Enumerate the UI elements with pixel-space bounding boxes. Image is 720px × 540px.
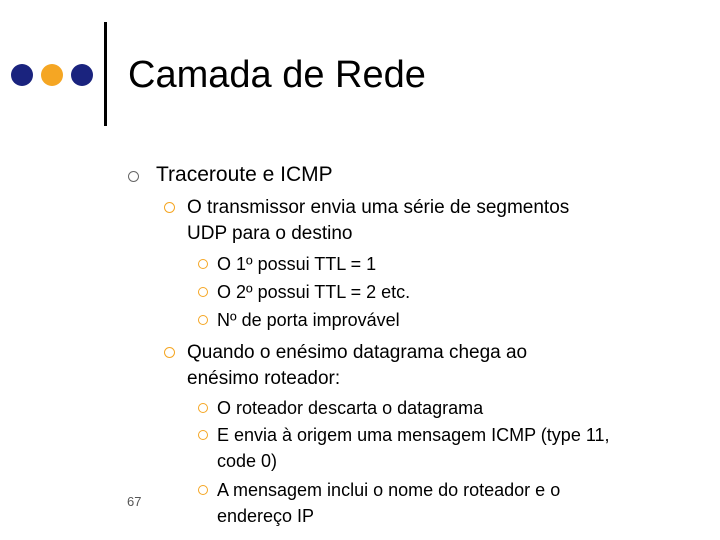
bullet-level3: Nº de porta improvável [217,310,400,330]
bullet-ring-icon [128,171,139,182]
bullet-ring-icon [164,347,175,358]
bullet-level2-line: O transmissor envia uma série de segmentos [187,197,570,218]
bullet-ring-icon [198,485,208,495]
bullet-ring-icon [198,315,208,325]
bullet-ring-icon [198,259,208,269]
bullet-ring-icon [198,403,208,413]
bullet-level3: O 2º possui TTL = 2 etc. [217,282,411,302]
bullet-level1: Traceroute e ICMP [156,163,333,186]
title-dot-navy-icon [71,64,93,86]
bullet-level3-line: code 0) [217,451,278,471]
page-number: 67 [127,494,142,509]
title-dot-navy-icon [11,64,33,86]
bullet-level3-line: E envia à origem uma mensagem ICMP (type 11, [217,425,610,445]
bullet-level2-line: enésimo roteador: [187,368,341,389]
bullet-level2-line: UDP para o destino [187,223,353,244]
title-divider [104,22,107,126]
bullet-level3-line: A mensagem inclui o nome do roteador e o [217,480,561,500]
bullet-level3-line: endereço IP [217,506,315,526]
title-dot-orange-icon [41,64,63,86]
bullet-ring-icon [198,430,208,440]
bullet-ring-icon [198,287,208,297]
slide-title: Camada de Rede [128,54,426,96]
bullet-level2-line: Quando o enésimo datagrama chega ao [187,342,528,363]
bullet-level3: O roteador descarta o datagrama [217,398,484,418]
bullet-ring-icon [164,202,175,213]
bullet-level3: O 1º possui TTL = 1 [217,254,377,274]
